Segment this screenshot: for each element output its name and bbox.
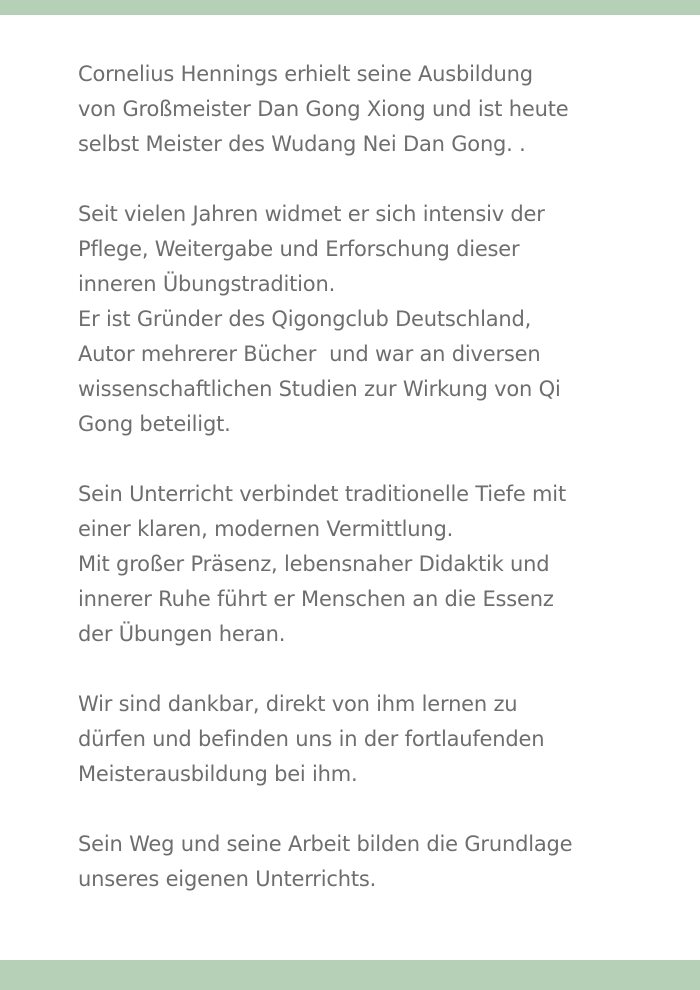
text-line: Er ist Gründer des Qigongclub Deutschland, xyxy=(78,307,532,331)
text-line: Mit großer Präsenz, lebensnaher Didaktik und xyxy=(78,552,550,576)
bottom-accent-band xyxy=(0,960,700,990)
paragraph-foundation xyxy=(78,827,678,897)
text-line: Pflege, Weitergabe und Erforschung dieser xyxy=(78,237,520,261)
document-body xyxy=(78,57,678,897)
paragraph-spacer xyxy=(78,652,678,687)
text-line: von Großmeister Dan Gong Xiong und ist heute xyxy=(78,97,569,121)
top-accent-band xyxy=(0,0,700,15)
paragraph-teaching xyxy=(78,477,678,652)
text-line: unseres eigenen Unterrichts. xyxy=(78,867,377,891)
paragraph-spacer xyxy=(78,792,678,827)
paragraph-spacer xyxy=(78,162,678,197)
paragraph-spacer xyxy=(78,442,678,477)
text-line: Seit vielen Jahren widmet er sich intensiv der xyxy=(78,202,545,226)
text-line: Sein Unterricht verbindet traditionelle Tiefe mit xyxy=(78,482,566,506)
text-line: inneren Übungstradition. xyxy=(78,272,336,296)
text-line: Cornelius Hennings erhielt seine Ausbildung xyxy=(78,62,533,86)
text-line: Gong beteiligt. xyxy=(78,412,231,436)
text-line: Autor mehrerer Bücher und war an diversen xyxy=(78,342,541,366)
paragraph-dedication xyxy=(78,197,678,442)
text-line: innerer Ruhe führt er Menschen an die Essenz xyxy=(78,587,554,611)
text-line: dürfen und befinden uns in der fortlaufenden xyxy=(78,727,545,751)
text-line: einer klaren, modernen Vermittlung. xyxy=(78,517,454,541)
text-line: Meisterausbildung bei ihm. xyxy=(78,762,358,786)
text-line: Wir sind dankbar, direkt von ihm lernen zu xyxy=(78,692,518,716)
text-line: der Übungen heran. xyxy=(78,622,286,646)
paragraph-gratitude xyxy=(78,687,678,792)
text-line: wissenschaftlichen Studien zur Wirkung von Qi xyxy=(78,377,561,401)
text-line: selbst Meister des Wudang Nei Dan Gong. . xyxy=(78,132,526,156)
paragraph-training xyxy=(78,57,678,162)
text-line: Sein Weg und seine Arbeit bilden die Grundlage xyxy=(78,832,573,856)
